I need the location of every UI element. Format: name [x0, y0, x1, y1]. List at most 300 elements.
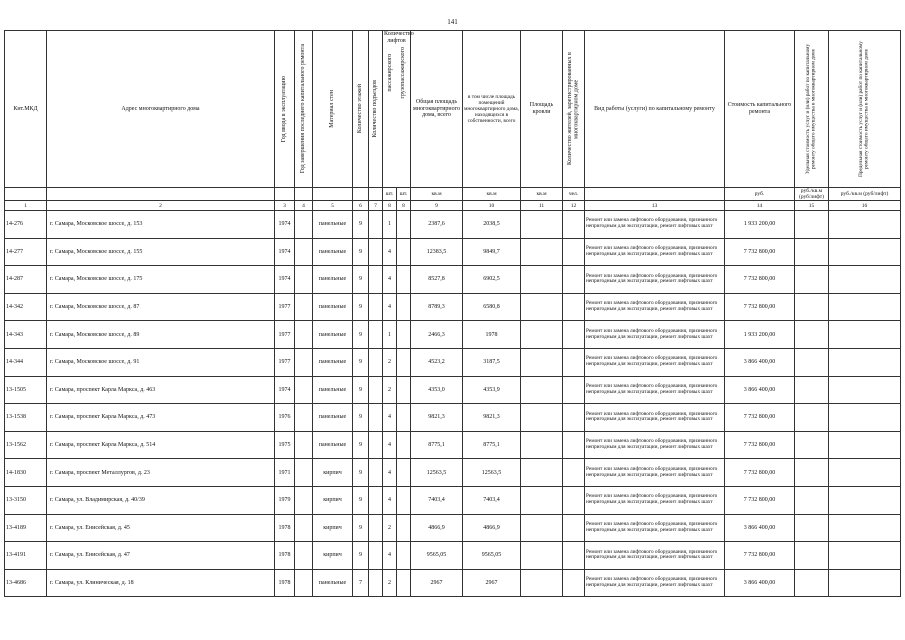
cell-floors: 9	[353, 238, 369, 266]
cell-total-area: 8527,8	[411, 266, 463, 294]
cell-max-cost	[829, 486, 901, 514]
cell-floors: 9	[353, 459, 369, 487]
cell-work-type: Ремонт или замена лифтового оборудования, признанного непригодным для эксплуатации, ремонт лифтовых шахт	[585, 459, 725, 487]
column-number: 7	[369, 201, 383, 211]
cell-residents	[563, 542, 585, 570]
capital-repair-register-table	[4, 30, 901, 597]
cell-work-type: Ремонт или замена лифтового оборудования, признанного непригодным для эксплуатации, ремонт лифтовых шахт	[585, 376, 725, 404]
cell-address: г. Самара, ул. Енисейская, д. 45	[47, 514, 275, 542]
table-row	[5, 266, 901, 294]
cell-address: г. Самара, Московское шоссе, д. 153	[47, 211, 275, 239]
cell-lifts-passenger: 1	[383, 211, 397, 239]
cell-last-repair-year	[295, 266, 313, 294]
cell-unit-cost	[795, 238, 829, 266]
cell-unit-cost	[795, 569, 829, 597]
header-lifts-label: Количество лифтов	[384, 31, 414, 44]
unit-cell: руб.	[725, 188, 795, 201]
cell-building-id: 13-3150	[5, 486, 47, 514]
cell-wall-material: панельные	[313, 569, 353, 597]
cell-building-id: 14-1830	[5, 459, 47, 487]
cell-lifts-passenger: 2	[383, 569, 397, 597]
cell-work-type: Ремонт или замена лифтового оборудования, признанного непригодным для эксплуатации, ремонт лифтовых шахт	[585, 514, 725, 542]
unit-cell: кв.м	[463, 188, 521, 201]
table-row	[5, 376, 901, 404]
cell-owned-area: 9849,7	[463, 238, 521, 266]
header-last-repair-year	[295, 31, 313, 188]
cell-lifts-freight	[397, 569, 411, 597]
cell-unit-cost	[795, 514, 829, 542]
cell-last-repair-year	[295, 542, 313, 570]
header-residents-text: Количество жителей, зарегистрированных в многоквартирном доме	[567, 52, 580, 166]
cell-wall-material: панельные	[313, 321, 353, 349]
cell-entrances	[369, 486, 383, 514]
cell-unit-cost	[795, 459, 829, 487]
header-lifts-group	[383, 31, 414, 188]
cell-owned-area: 6902,5	[463, 266, 521, 294]
cell-roof-area	[521, 293, 563, 321]
cell-work-type: Ремонт или замена лифтового оборудования, признанного непригодным для эксплуатации, ремонт лифтовых шахт	[585, 404, 725, 432]
cell-wall-material: панельные	[313, 211, 353, 239]
unit-cell	[353, 188, 369, 201]
cell-repair-cost: 7 732 800,00	[725, 459, 795, 487]
cell-building-id: 13-4191	[5, 542, 47, 570]
cell-lifts-passenger: 4	[383, 431, 397, 459]
column-numbers-row	[5, 201, 901, 211]
header-work-type: Вид работы (услуги) по капитальному ремонту	[585, 31, 725, 188]
cell-floors: 9	[353, 404, 369, 432]
header-building-id: Кнт.МКД	[5, 31, 47, 188]
cell-wall-material: панельные	[313, 293, 353, 321]
cell-address: г. Самара, ул. Владимирская, д. 40/39	[47, 486, 275, 514]
unit-cell: кв.м	[411, 188, 463, 201]
cell-entrances	[369, 569, 383, 597]
cell-address: г. Самара, ул. Клиническая, д. 18	[47, 569, 275, 597]
cell-roof-area	[521, 238, 563, 266]
cell-max-cost	[829, 321, 901, 349]
cell-lifts-freight	[397, 459, 411, 487]
table-row	[5, 348, 901, 376]
cell-building-id: 13-1562	[5, 431, 47, 459]
cell-repair-cost: 7 732 800,00	[725, 404, 795, 432]
unit-cell	[369, 188, 383, 201]
cell-total-area: 12383,5	[411, 238, 463, 266]
cell-wall-material: панельные	[313, 431, 353, 459]
cell-max-cost	[829, 542, 901, 570]
unit-cell: шт.	[397, 188, 411, 201]
header-roof-area: Площадь кровли	[521, 31, 563, 188]
cell-year-built: 1974	[275, 211, 295, 239]
cell-total-area: 2387,6	[411, 211, 463, 239]
cell-work-type: Ремонт или замена лифтового оборудования, признанного непригодным для эксплуатации, ремонт лифтовых шахт	[585, 321, 725, 349]
cell-unit-cost	[795, 266, 829, 294]
cell-repair-cost: 7 732 800,00	[725, 486, 795, 514]
cell-last-repair-year	[295, 321, 313, 349]
cell-building-id: 14-344	[5, 348, 47, 376]
cell-repair-cost: 7 732 800,00	[725, 542, 795, 570]
cell-residents	[563, 486, 585, 514]
header-row	[5, 31, 901, 188]
cell-roof-area	[521, 266, 563, 294]
cell-wall-material: панельные	[313, 266, 353, 294]
cell-building-id: 14-276	[5, 211, 47, 239]
column-number: 12	[563, 201, 585, 211]
cell-lifts-passenger: 4	[383, 293, 397, 321]
cell-roof-area	[521, 321, 563, 349]
cell-lifts-passenger: 1	[383, 321, 397, 349]
cell-roof-area	[521, 569, 563, 597]
cell-total-area: 4866,9	[411, 514, 463, 542]
cell-roof-area	[521, 376, 563, 404]
cell-address: г. Самара, проспект Карла Маркса, д. 463	[47, 376, 275, 404]
header-max-cost	[829, 31, 901, 188]
cell-work-type: Ремонт или замена лифтового оборудования, признанного непригодным для эксплуатации, ремонт лифтовых шахт	[585, 211, 725, 239]
header-last-repair-year-text: Год завершения последнего капитального ремонта	[300, 44, 307, 174]
header-max-cost-text: Предельная стоимость услуг и (или) работ по капитальному ремонту общего имущества в многоквартирном доме	[857, 41, 870, 177]
cell-max-cost	[829, 376, 901, 404]
cell-wall-material: панельные	[313, 376, 353, 404]
cell-owned-area: 9565,05	[463, 542, 521, 570]
column-number: 4	[295, 201, 313, 211]
table-row	[5, 293, 901, 321]
column-number: 8	[397, 201, 411, 211]
cell-total-area: 8789,3	[411, 293, 463, 321]
cell-last-repair-year	[295, 376, 313, 404]
cell-floors: 9	[353, 321, 369, 349]
header-wall-material	[313, 31, 353, 188]
cell-address: г. Самара, Московское шоссе, д. 175	[47, 266, 275, 294]
cell-unit-cost	[795, 431, 829, 459]
cell-wall-material: панельные	[313, 404, 353, 432]
column-number: 9	[411, 201, 463, 211]
cell-lifts-freight	[397, 431, 411, 459]
cell-roof-area	[521, 404, 563, 432]
cell-owned-area: 2038,5	[463, 211, 521, 239]
cell-total-area: 9821,3	[411, 404, 463, 432]
header-owned-area: в том числе площадь помещений многоквартирного дома, находящихся в собственности, всего	[463, 31, 521, 188]
unit-cell: руб./кв.м (руб/лифт)	[795, 188, 829, 201]
cell-residents	[563, 514, 585, 542]
cell-owned-area: 4353,9	[463, 376, 521, 404]
cell-last-repair-year	[295, 486, 313, 514]
cell-max-cost	[829, 348, 901, 376]
cell-floors: 9	[353, 376, 369, 404]
header-entrances	[369, 31, 383, 188]
cell-total-area: 8775,1	[411, 431, 463, 459]
cell-lifts-freight	[397, 542, 411, 570]
cell-lifts-freight	[397, 376, 411, 404]
column-number: 8	[383, 201, 397, 211]
cell-residents	[563, 238, 585, 266]
cell-owned-area: 9821,3	[463, 404, 521, 432]
cell-residents	[563, 431, 585, 459]
units-row	[5, 188, 901, 201]
header-lifts-freight: грузопассажирского	[399, 46, 406, 99]
cell-entrances	[369, 376, 383, 404]
header-total-area: Общая площадь многоквартирного дома, всего	[411, 31, 463, 188]
cell-last-repair-year	[295, 238, 313, 266]
cell-year-built: 1975	[275, 431, 295, 459]
cell-work-type: Ремонт или замена лифтового оборудования, признанного непригодным для эксплуатации, ремонт лифтовых шахт	[585, 266, 725, 294]
cell-year-built: 1979	[275, 486, 295, 514]
table-row	[5, 211, 901, 239]
header-unit-cost-text: Удельная стоимость услуг и (или) работ по капитальному ремонту общего имущества в многоквартирном доме	[804, 43, 817, 175]
cell-roof-area	[521, 431, 563, 459]
cell-unit-cost	[795, 211, 829, 239]
header-unit-cost	[795, 31, 829, 188]
cell-repair-cost: 3 866 400,00	[725, 514, 795, 542]
cell-year-built: 1971	[275, 459, 295, 487]
cell-repair-cost: 7 732 800,00	[725, 266, 795, 294]
header-year-built	[275, 31, 295, 188]
cell-lifts-passenger: 4	[383, 266, 397, 294]
cell-last-repair-year	[295, 404, 313, 432]
cell-total-area: 4353,0	[411, 376, 463, 404]
column-number: 1	[5, 201, 47, 211]
cell-floors: 9	[353, 211, 369, 239]
cell-max-cost	[829, 293, 901, 321]
cell-max-cost	[829, 459, 901, 487]
table-row	[5, 542, 901, 570]
cell-work-type: Ремонт или замена лифтового оборудования, признанного непригодным для эксплуатации, ремонт лифтовых шахт	[585, 486, 725, 514]
table-row	[5, 569, 901, 597]
cell-owned-area: 6580,8	[463, 293, 521, 321]
cell-residents	[563, 569, 585, 597]
cell-unit-cost	[795, 404, 829, 432]
cell-address: г. Самара, Московское шоссе, д. 91	[47, 348, 275, 376]
column-number: 15	[795, 201, 829, 211]
cell-building-id: 13-1538	[5, 404, 47, 432]
column-number: 3	[275, 201, 295, 211]
cell-residents	[563, 321, 585, 349]
cell-address: г. Самара, проспект Металлургов, д. 23	[47, 459, 275, 487]
cell-unit-cost	[795, 293, 829, 321]
cell-wall-material: панельные	[313, 348, 353, 376]
cell-lifts-freight	[397, 293, 411, 321]
cell-floors: 9	[353, 266, 369, 294]
cell-repair-cost: 7 732 800,00	[725, 431, 795, 459]
cell-roof-area	[521, 486, 563, 514]
column-number: 2	[47, 201, 275, 211]
table-body	[5, 211, 901, 597]
cell-building-id: 14-343	[5, 321, 47, 349]
cell-roof-area	[521, 348, 563, 376]
cell-unit-cost	[795, 321, 829, 349]
unit-cell	[295, 188, 313, 201]
unit-cell	[313, 188, 353, 201]
cell-year-built: 1977	[275, 348, 295, 376]
column-number: 16	[829, 201, 901, 211]
cell-work-type: Ремонт или замена лифтового оборудования, признанного непригодным для эксплуатации, ремонт лифтовых шахт	[585, 238, 725, 266]
cell-max-cost	[829, 569, 901, 597]
cell-work-type: Ремонт или замена лифтового оборудования, признанного непригодным для эксплуатации, ремонт лифтовых шахт	[585, 293, 725, 321]
cell-total-area: 12563,5	[411, 459, 463, 487]
cell-address: г. Самара, проспект Карла Маркса, д. 473	[47, 404, 275, 432]
unit-cell	[5, 188, 47, 201]
cell-repair-cost: 1 933 200,00	[725, 211, 795, 239]
cell-owned-area: 12563,5	[463, 459, 521, 487]
cell-year-built: 1978	[275, 542, 295, 570]
unit-cell: руб./кв.м (руб/лифт)	[829, 188, 901, 201]
cell-building-id: 14-287	[5, 266, 47, 294]
cell-last-repair-year	[295, 431, 313, 459]
table-row	[5, 486, 901, 514]
cell-residents	[563, 348, 585, 376]
cell-address: г. Самара, Московское шоссе, д. 87	[47, 293, 275, 321]
cell-year-built: 1977	[275, 293, 295, 321]
unit-cell	[275, 188, 295, 201]
cell-roof-area	[521, 211, 563, 239]
cell-last-repair-year	[295, 569, 313, 597]
cell-unit-cost	[795, 376, 829, 404]
cell-repair-cost: 1 933 200,00	[725, 321, 795, 349]
cell-lifts-freight	[397, 211, 411, 239]
cell-address: г. Самара, Московское шоссе, д. 155	[47, 238, 275, 266]
header-residents	[563, 31, 585, 188]
cell-lifts-freight	[397, 266, 411, 294]
cell-lifts-freight	[397, 238, 411, 266]
cell-total-area: 2466,3	[411, 321, 463, 349]
cell-year-built: 1978	[275, 569, 295, 597]
cell-wall-material: кирпич	[313, 459, 353, 487]
cell-lifts-passenger: 4	[383, 486, 397, 514]
cell-work-type: Ремонт или замена лифтового оборудования, признанного непригодным для эксплуатации, ремонт лифтовых шахт	[585, 542, 725, 570]
cell-wall-material: кирпич	[313, 542, 353, 570]
header-address: Адрес многоквартирного дома	[47, 31, 275, 188]
unit-cell: кв.м	[521, 188, 563, 201]
unit-cell	[47, 188, 275, 201]
cell-total-area: 7403,4	[411, 486, 463, 514]
cell-entrances	[369, 404, 383, 432]
cell-building-id: 13-4686	[5, 569, 47, 597]
cell-owned-area: 4866,9	[463, 514, 521, 542]
cell-entrances	[369, 348, 383, 376]
cell-work-type: Ремонт или замена лифтового оборудования, признанного непригодным для эксплуатации, ремонт лифтовых шахт	[585, 431, 725, 459]
column-number: 13	[585, 201, 725, 211]
cell-work-type: Ремонт или замена лифтового оборудования, признанного непригодным для эксплуатации, ремонт лифтовых шахт	[585, 348, 725, 376]
cell-last-repair-year	[295, 459, 313, 487]
cell-last-repair-year	[295, 211, 313, 239]
cell-owned-area: 1978	[463, 321, 521, 349]
cell-lifts-passenger: 4	[383, 404, 397, 432]
cell-lifts-passenger: 4	[383, 542, 397, 570]
header-lifts-passenger: пассажирского	[387, 53, 394, 92]
cell-max-cost	[829, 266, 901, 294]
cell-total-area: 4523,2	[411, 348, 463, 376]
cell-last-repair-year	[295, 348, 313, 376]
cell-residents	[563, 266, 585, 294]
cell-lifts-passenger: 2	[383, 376, 397, 404]
cell-lifts-passenger: 4	[383, 238, 397, 266]
cell-building-id: 14-277	[5, 238, 47, 266]
header-year-built-text: Год ввода в эксплуатацию	[281, 75, 288, 143]
cell-floors: 9	[353, 486, 369, 514]
cell-unit-cost	[795, 542, 829, 570]
cell-year-built: 1974	[275, 376, 295, 404]
cell-residents	[563, 211, 585, 239]
cell-repair-cost: 3 866 400,00	[725, 569, 795, 597]
header-entrances-text: Количество подъездов	[372, 80, 379, 138]
cell-max-cost	[829, 211, 901, 239]
cell-lifts-freight	[397, 404, 411, 432]
cell-unit-cost	[795, 486, 829, 514]
header-repair-cost: Стоимость капитального ремонта	[725, 31, 795, 188]
cell-owned-area: 2967	[463, 569, 521, 597]
cell-lifts-passenger: 4	[383, 459, 397, 487]
cell-total-area: 9565,05	[411, 542, 463, 570]
cell-address: г. Самара, ул. Енисейская, д. 47	[47, 542, 275, 570]
cell-entrances	[369, 542, 383, 570]
cell-last-repair-year	[295, 514, 313, 542]
cell-owned-area: 3187,5	[463, 348, 521, 376]
cell-lifts-passenger: 2	[383, 348, 397, 376]
cell-building-id: 14-342	[5, 293, 47, 321]
cell-year-built: 1974	[275, 238, 295, 266]
cell-floors: 7	[353, 569, 369, 597]
unit-cell: чел.	[563, 188, 585, 201]
cell-wall-material: кирпич	[313, 486, 353, 514]
page-number: 141	[447, 18, 458, 26]
cell-entrances	[369, 514, 383, 542]
table-row	[5, 321, 901, 349]
cell-lifts-freight	[397, 321, 411, 349]
cell-address: г. Самара, Московское шоссе, д. 89	[47, 321, 275, 349]
cell-lifts-passenger: 2	[383, 514, 397, 542]
cell-work-type: Ремонт или замена лифтового оборудования, признанного непригодным для эксплуатации, ремонт лифтовых шахт	[585, 569, 725, 597]
cell-floors: 9	[353, 293, 369, 321]
cell-building-id: 13-1505	[5, 376, 47, 404]
unit-cell: шт.	[383, 188, 397, 201]
table-row	[5, 238, 901, 266]
cell-year-built: 1977	[275, 321, 295, 349]
cell-roof-area	[521, 459, 563, 487]
cell-max-cost	[829, 514, 901, 542]
cell-owned-area: 7403,4	[463, 486, 521, 514]
cell-entrances	[369, 266, 383, 294]
header-wall-material-text: Материал стен	[329, 90, 336, 128]
column-number: 5	[313, 201, 353, 211]
cell-entrances	[369, 238, 383, 266]
cell-address: г. Самара, проспект Карла Маркса, д. 514	[47, 431, 275, 459]
cell-lifts-freight	[397, 348, 411, 376]
cell-unit-cost	[795, 348, 829, 376]
cell-year-built: 1974	[275, 266, 295, 294]
cell-residents	[563, 293, 585, 321]
cell-lifts-freight	[397, 514, 411, 542]
table-row	[5, 431, 901, 459]
cell-last-repair-year	[295, 293, 313, 321]
cell-floors: 9	[353, 348, 369, 376]
cell-max-cost	[829, 404, 901, 432]
cell-entrances	[369, 293, 383, 321]
cell-roof-area	[521, 514, 563, 542]
table-row	[5, 514, 901, 542]
cell-max-cost	[829, 238, 901, 266]
table-row	[5, 404, 901, 432]
cell-residents	[563, 404, 585, 432]
header-floors-text: Количество этажей	[357, 84, 364, 134]
cell-building-id: 13-4189	[5, 514, 47, 542]
unit-cell	[585, 188, 725, 201]
cell-year-built: 1976	[275, 404, 295, 432]
cell-year-built: 1978	[275, 514, 295, 542]
cell-wall-material: панельные	[313, 238, 353, 266]
cell-entrances	[369, 321, 383, 349]
column-number: 11	[521, 201, 563, 211]
cell-floors: 9	[353, 431, 369, 459]
cell-wall-material: кирпич	[313, 514, 353, 542]
cell-floors: 9	[353, 542, 369, 570]
cell-repair-cost: 7 732 800,00	[725, 238, 795, 266]
